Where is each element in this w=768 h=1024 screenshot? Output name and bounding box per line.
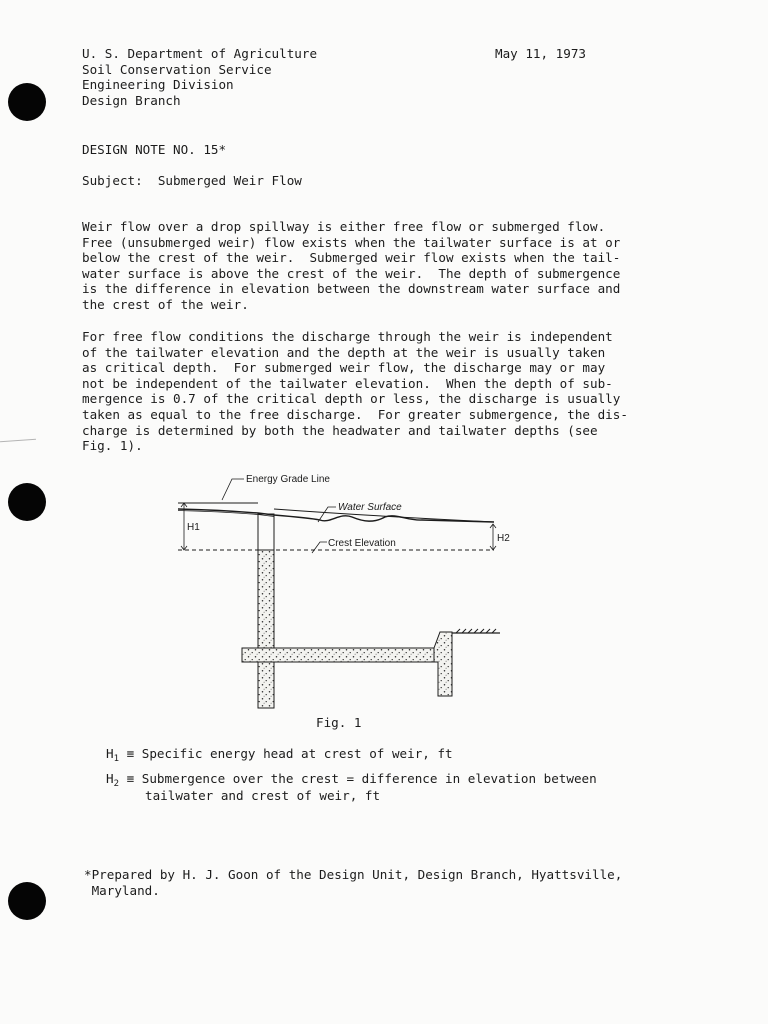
footnote-line: Maryland. — [84, 882, 160, 898]
paragraph-line: Fig. 1). — [82, 438, 143, 454]
paragraph-weir-flow-types — [82, 219, 620, 313]
label-h1: H1 — [187, 522, 200, 533]
label-energy-grade-line: Energy Grade Line — [246, 474, 330, 485]
binder-hole-middle — [8, 483, 46, 521]
definition-text: ≡ Submergence over the crest = difference in elevation between — [119, 771, 597, 786]
definition-subscript: 1 — [113, 754, 120, 764]
paragraph-line: For free flow conditions the discharge through the weir is independent — [82, 329, 613, 344]
definition-h1 — [106, 746, 453, 768]
binder-hole-bottom — [8, 882, 46, 920]
letterhead-line: Design Branch — [82, 92, 181, 108]
letterhead-line: Soil Conservation Service — [82, 61, 272, 77]
paragraph-line: charge is determined by both the headwater and tailwater depths (see — [82, 422, 598, 438]
definition-h2-continuation: tailwater and crest of weir, ft — [145, 788, 381, 803]
paragraph-line: Free (unsubmerged weir) flow exists when the tailwater surface is at or — [82, 234, 621, 250]
figure-weir-diagram — [170, 466, 510, 718]
letterhead-line: U. S. Department of Agriculture — [82, 46, 318, 61]
definition-text: ≡ Specific energy head at crest of weir, ft — [119, 746, 453, 761]
water-surface — [178, 509, 494, 522]
label-h2: H2 — [497, 533, 510, 544]
label-water-surface: Water Surface — [338, 502, 402, 513]
definition-symbol: H — [106, 771, 114, 786]
design-note-title: DESIGN NOTE NO. 15* — [82, 142, 227, 157]
paragraph-line: mergence is 0.7 of the critical depth or less, the discharge is usually — [82, 391, 621, 407]
definition-subscript: 2 — [113, 779, 120, 789]
paragraph-line: as critical depth. For submerged weir flow, the discharge may or may — [82, 360, 606, 376]
letterhead-line: Engineering Division — [82, 77, 234, 93]
figure-caption: Fig. 1 — [316, 715, 362, 730]
paragraph-line: is the difference in elevation between the downstream water surface and — [82, 281, 621, 297]
paragraph-line: water surface is above the crest of the weir. The depth of submergence — [82, 265, 621, 281]
paragraph-line: not be independent of the tailwater elevation. When the depth of sub- — [82, 375, 613, 391]
paragraph-discharge-conditions — [82, 329, 628, 454]
binder-hole-top — [8, 83, 46, 121]
footnote — [84, 867, 622, 898]
paragraph-line: taken as equal to the free discharge. For greater submergence, the dis- — [82, 406, 628, 422]
document-date: May 11, 1973 — [495, 46, 586, 61]
paragraph-line: below the crest of the weir. Submerged weir flow exists when the tail- — [82, 250, 621, 266]
paragraph-line: of the tailwater elevation and the depth at the weir is usually taken — [82, 344, 606, 360]
paragraph-line: the crest of the weir. — [82, 296, 249, 312]
scan-mark — [0, 439, 36, 443]
label-crest-elevation: Crest Elevation — [328, 538, 396, 549]
footnote-line: *Prepared by H. J. Goon of the Design Unit, Design Branch, Hyattsville, — [84, 867, 623, 882]
definition-symbol: H — [106, 746, 114, 761]
h2-dimension — [490, 524, 496, 550]
subject-line: Subject: Submerged Weir Flow — [82, 173, 302, 188]
letterhead — [82, 46, 317, 108]
paragraph-line: Weir flow over a drop spillway is either free flow or submerged flow. — [82, 219, 606, 234]
